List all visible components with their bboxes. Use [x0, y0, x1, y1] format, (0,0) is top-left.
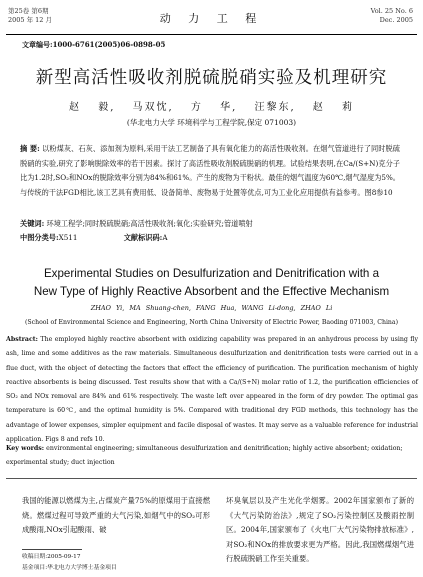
title-en-line1: Experimental Studies on Desulfurization and Denitrification with a	[43, 267, 380, 280]
footnotes	[22, 552, 212, 573]
keywords-cn-label: 关键词:	[20, 219, 45, 228]
volume-issue-en: Vol. 25 No. 6	[370, 7, 413, 15]
article-number: 文章编号:1000-6761(2005)06-0898-05	[22, 40, 166, 49]
keywords-en-label: Key words:	[6, 445, 45, 452]
keywords-en	[6, 442, 418, 471]
issue-info-en	[371, 7, 413, 25]
abstract-en-label: Abstract:	[6, 336, 38, 343]
funding-info: 基金项目:华北电力大学博士基金项目	[22, 564, 117, 571]
header-rule	[6, 34, 417, 35]
clc-code: X511	[58, 233, 78, 242]
abstract-cn-label: 摘 要:	[20, 144, 40, 153]
section-separator	[6, 478, 417, 479]
clc-label: 中图分类号:	[20, 233, 59, 242]
title-en	[0, 265, 423, 300]
date-en: Dec. 2005	[379, 16, 413, 24]
doc-code: A	[162, 233, 168, 242]
title-en-line2: New Type of Highly Reactive Absorbent and the Effective Mechanism	[33, 284, 390, 298]
journal-name: 动 力 工 程	[159, 12, 264, 25]
affiliation-en: (School of Environmental Science and Engineering, North China University of Electric Power, Baoding 071003, China)	[24, 319, 399, 326]
abstract-cn	[20, 142, 400, 200]
keywords-cn	[20, 219, 400, 229]
authors-en: ZHAO Yi, MA Shuang-chen, FANG Hua, WANG Li-dong, ZHAO Li	[90, 304, 333, 312]
footnote-rule	[22, 549, 82, 550]
title-cn: 新型高活性吸收剂脱硫脱硝实验及机理研究	[35, 68, 388, 88]
received-date: 收稿日期:2005-09-17	[22, 554, 81, 560]
body-column-right: 坏臭氧层以及产生光化学烟雾。2002年国家颁布了新的《大气污染防治法》,规定了SO₂污染控制区及酸雨控制区。2004年,国家颁布了《火电厂大气污染物排放标准》,对SO₂和NOx的排放要求更为严格。因此,我国燃煤烟气进行脱硫脱硝工作至关重要。	[226, 496, 414, 564]
page-header	[0, 0, 423, 36]
authors-cn: 赵 毅, 马双忱, 方 华, 汪黎东, 赵 莉	[69, 102, 354, 113]
doc-code-group	[124, 233, 190, 242]
abstract-en-text: The employed highly reactive absorbent with oxidizing capability was prepared in an anhydrous process by using fly ash, lime and some additives as the raw materials. Simultaneous desulfurization and denitrification tests were carried out in a flue duct, with the object of detecting the factors that effect the efficiency of purification. The purification mechanism of highly reactive absorbents is being discussed. Test results show that with a Ca/(S+N) molar ratio of 1.2, the purification efficiencies of SO₂ and NOx removal are 84% and 61% respectively. The waste left over appeared in the form of dry powder. The optimal gas temperature is 60℃, and the optimal humidity is 5%. Compared with traditional dry FGD methods, this technology has the advantage of lower expenses, simpler equipment and facile disposal of wastes. It may serve as a valuable reference for industrial application. Figs 8 and refs 10.	[6, 336, 418, 444]
date-cn: 2005 年 12 月	[8, 16, 53, 24]
classification-cn	[20, 233, 400, 243]
abstract-en	[6, 333, 418, 447]
doc-code-label: 文献标识码:	[123, 233, 163, 242]
keywords-cn-text: 环境工程学;同时脱硫脱硝;高活性吸收剂;氧化;实验研究;管道喷射	[46, 219, 253, 228]
clc-group	[20, 233, 99, 242]
affiliation-cn: (华北电力大学 环境科学与工程学院,保定 071003)	[126, 118, 297, 127]
body-column-left: 我国的能源以燃煤为主,占煤炭产量75%的原煤用于直接燃烧。燃煤过程可导致严重的大气污染,如烟气中的SO₂可形成酸雨,NOx引起酸雨、破	[22, 496, 210, 535]
abstract-cn-text: 以粉煤灰、石灰、添加剂为原料,采用干法工艺制备了具有氧化能力的高活性吸收剂。在烟气管道进行了同时脱硫脱硝的实验,研究了影响脱除效率的若干因素。探讨了高活性吸收剂脱硫脱硝的机理。试验结果表明,在Ca/(S+N)克分子比为1.2时,SO₂和NOx的脱除效率分别为84%和61%。产生的废物为干粉状。最佳的烟气温度为60℃,烟气湿度为5%。与传统的干法FGD相比,该工艺具有费用低、设备简单、废物易于处置等优点,可为工业化应用提供有益参考。图8参10	[20, 144, 400, 197]
keywords-en-text: environmental engineering; simultaneous desulfurization and denitrification; highly active absorbent; oxidation; experimental study; duct injection	[6, 445, 403, 467]
volume-issue-cn: 第25卷 第6期	[8, 7, 49, 15]
